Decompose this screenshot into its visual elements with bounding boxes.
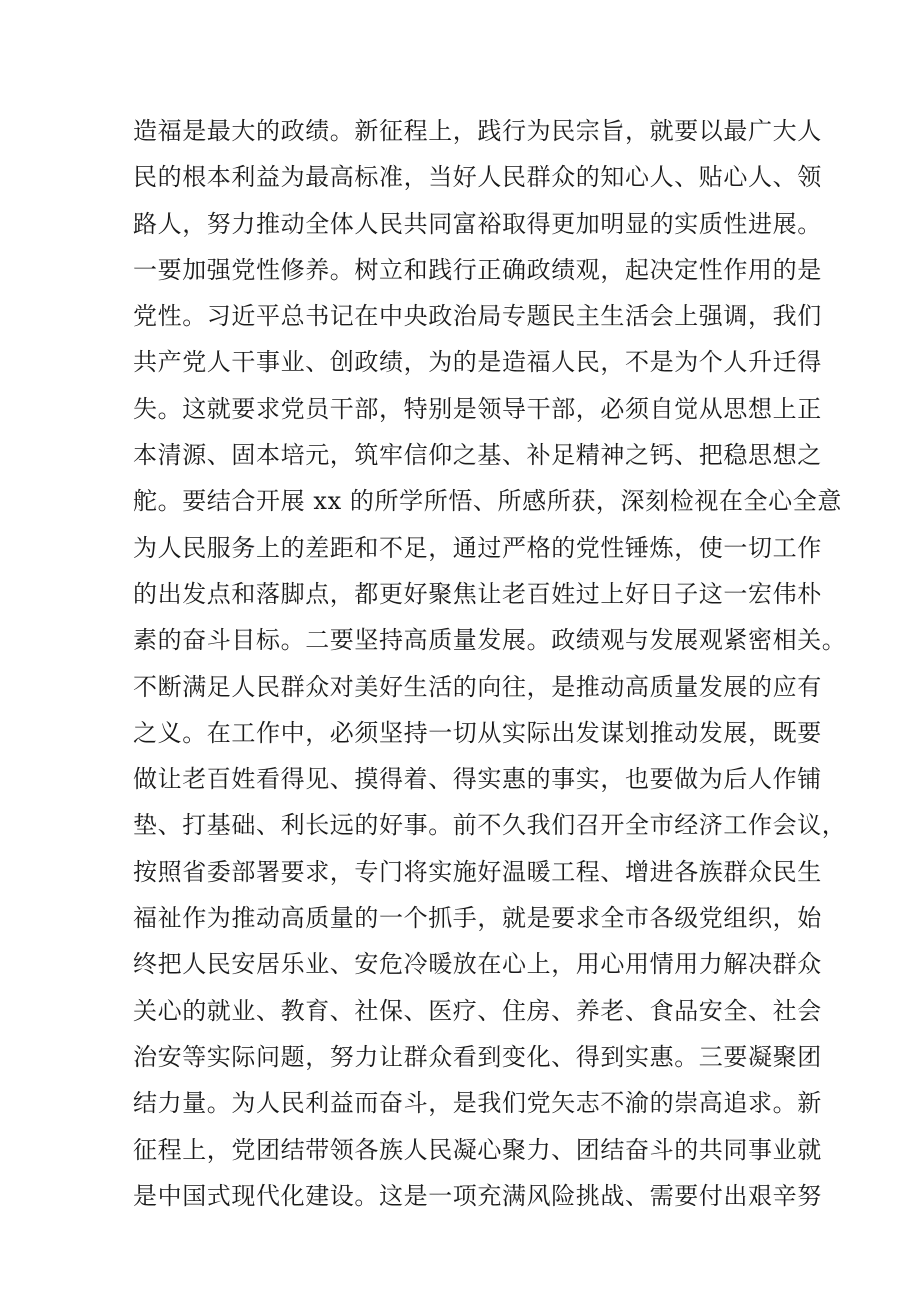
text-line: 民的根本利益为最高标准，当好人民群众的知心人、贴心人、领: [133, 163, 822, 192]
text-line: 之义。在工作中，必须坚持一切从实际出发谋划推动发展，既要: [133, 718, 822, 747]
text-line: 舵。要结合开展 xx 的所学所悟、所感所获，深刻检视在全心全意: [133, 487, 842, 516]
text-line: 按照省委部署要求，专门将实施好温暖工程、增进各族群众民生: [133, 857, 822, 886]
text-line: 共产党人干事业、创政绩，为的是造福人民，不是为个人升迁得: [133, 348, 822, 377]
text-line: 为人民服务上的差距和不足，通过严格的党性锤炼，使一切工作: [133, 533, 822, 562]
text-line: 失。这就要求党员干部，特别是领导干部，必须自觉从思想上正: [133, 394, 822, 423]
text-line: 结力量。为人民利益而奋斗，是我们党矢志不渝的崇高追求。新: [133, 1089, 822, 1118]
text-line: 不断满足人民群众对美好生活的向往，是推动高质量发展的应有: [133, 672, 822, 701]
text-line: 治安等实际问题，努力让群众看到变化、得到实惠。三要凝聚团: [133, 1042, 822, 1071]
text-line: 垫、打基础、利长远的好事。前不久我们召开全市经济工作会议，: [133, 811, 847, 840]
text-line: 的出发点和落脚点，都更好聚焦让老百姓过上好日子这一宏伟朴: [133, 579, 822, 608]
text-line: 征程上，党团结带领各族人民凝心聚力、团结奋斗的共同事业就: [133, 1135, 822, 1164]
text-line: 本清源、固本培元，筑牢信仰之基、补足精神之钙、把稳思想之: [133, 441, 822, 470]
text-line: 福祉作为推动高质量的一个抓手，就是要求全市各级党组织，始: [133, 904, 822, 933]
text-line: 关心的就业、教育、社保、医疗、住房、养老、食品安全、社会: [133, 996, 822, 1025]
text-line: 一要加强党性修养。树立和践行正确政绩观，起决定性作用的是: [133, 255, 822, 284]
text-line: 做让老百姓看得见、摸得着、得实惠的事实，也要做为后人作铺: [133, 765, 822, 794]
text-line: 是中国式现代化建设。这是一项充满风险挑战、需要付出艰辛努: [133, 1181, 822, 1210]
text-line: 素的奋斗目标。二要坚持高质量发展。政绩观与发展观紧密相关。: [133, 626, 847, 655]
text-line: 终把人民安居乐业、安危冷暖放在心上，用心用情用力解决群众: [133, 950, 822, 979]
text-line: 路人，努力推动全体人民共同富裕取得更加明显的实质性进展。: [133, 209, 822, 238]
text-line: 造福是最大的政绩。新征程上，践行为民宗旨，就要以最广大人: [133, 117, 822, 145]
text-line: 党性。习近平总书记在中央政治局专题民主生活会上强调，我们: [133, 302, 822, 331]
body-text: [133, 108, 847, 1219]
